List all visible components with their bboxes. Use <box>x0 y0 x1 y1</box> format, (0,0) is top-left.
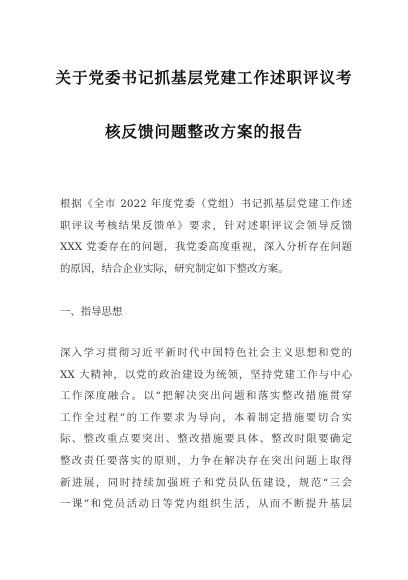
body-line: XX 大精神，以党的政治建设为统领，坚持党建工作与中心 <box>60 368 352 381</box>
intro-line: XXX 党委存在的问题，我党委高度重视，深入分析存在问题 <box>60 241 352 254</box>
intro-paragraph <box>60 194 352 280</box>
body-paragraph <box>60 343 352 516</box>
body-line: 深入学习贯彻习近平新时代中国特色社会主义思想和党的 <box>60 347 352 359</box>
body-line: 整改责任要落实的原则，力争在解决存在突出问题上取得 <box>60 454 352 467</box>
body-line: 际、整改重点要突出、整改措施要具体、整改时限要确定 <box>60 433 352 446</box>
document-title-line-1: 关于党委书记抓基层党建工作述职评议考 <box>55 69 353 87</box>
intro-line: 的原因，结合企业实际，研究制定如下整改方案。 <box>60 262 289 275</box>
section-heading: 一、指导思想 <box>60 306 123 318</box>
intro-line: 职评议考核结果反馈单》要求，针对述职评议会领导反馈 <box>60 219 352 232</box>
body-line: 新进展，同时持续加强班子和党员队伍建设，规范“三会 <box>60 476 352 489</box>
intro-line: 根据《全市 2022 年度党委（党组）书记抓基层党建工作述 <box>60 198 352 210</box>
body-line: 一课”和党员活动日等党内组织生活，从而不断提升基层 <box>60 498 352 511</box>
body-line: 工作深度融合。以“把解决突出问题和落实整改措施贯穿 <box>60 390 352 403</box>
body-line: 工作全过程”的工作要求为导向，本着制定措施要切合实 <box>60 411 352 424</box>
document-title-line-2: 核反馈问题整改方案的报告 <box>104 123 303 141</box>
